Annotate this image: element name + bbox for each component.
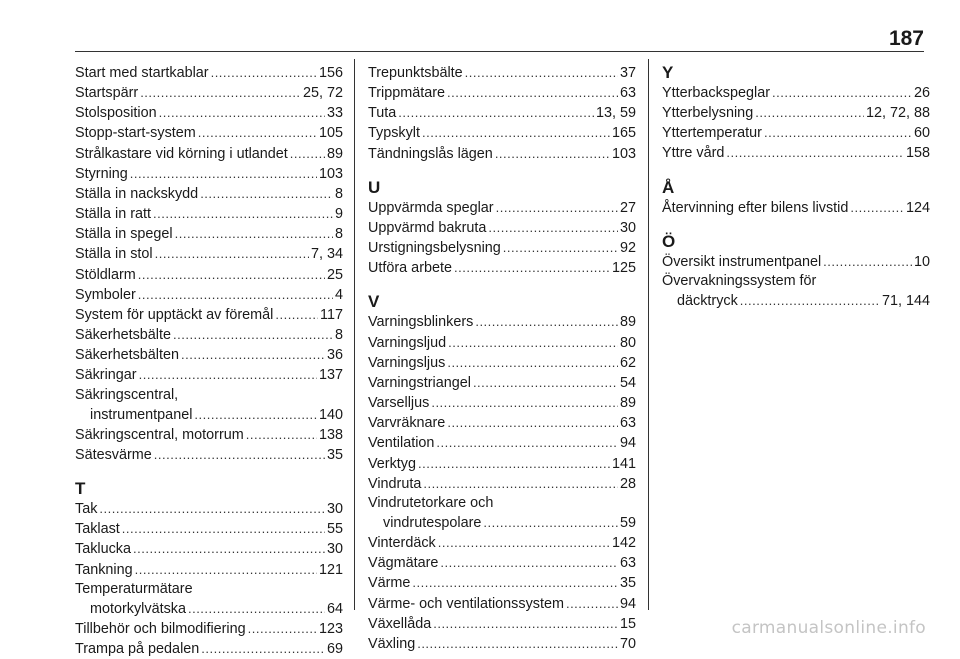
dot-leader (473, 373, 618, 392)
index-entry-label: Varningsljud (368, 334, 447, 351)
index-entry (75, 365, 343, 385)
index-entry (368, 413, 636, 433)
dot-leader (200, 184, 333, 203)
index-entry-label: Yttre vård (662, 145, 725, 162)
dot-leader (290, 144, 325, 163)
dot-leader (431, 393, 618, 412)
dot-leader (275, 305, 318, 324)
index-entry-pages: 27 (619, 199, 636, 216)
section-letter-heading: Y (662, 63, 674, 82)
index-section (75, 479, 343, 659)
index-entry-pages: 15 (619, 615, 636, 632)
index-entry (75, 405, 343, 425)
index-entry-pages: 30 (326, 501, 343, 518)
index-entry-pages: 30 (326, 541, 343, 558)
index-entry-label: Uppvärmda speglar (368, 199, 494, 216)
index-entry (368, 634, 636, 654)
index-entry (75, 204, 343, 224)
index-entry (368, 373, 636, 393)
index-entry-sublabel: däcktryck (677, 293, 738, 310)
index-entry-pages: 125 (611, 260, 636, 277)
index-section (368, 178, 636, 279)
dot-leader (483, 513, 618, 532)
index-entry (368, 83, 636, 103)
index-entry-pages: 138 (318, 426, 343, 443)
index-entry (75, 325, 343, 345)
index-entry-pages: 63 (619, 85, 636, 102)
index-entry-pages: 10 (913, 253, 930, 270)
index-entry-label: Utföra arbete (368, 260, 452, 277)
index-entry (75, 599, 343, 619)
index-entry (75, 164, 343, 184)
index-entry-pages: 69 (326, 641, 343, 658)
index-entry (368, 63, 636, 83)
index-entry-pages: 26 (913, 85, 930, 101)
dot-leader (181, 345, 325, 364)
index-entry (368, 258, 636, 278)
index-entry-label: Tillbehör och bilmodifiering (75, 621, 246, 638)
dot-leader (447, 353, 618, 372)
index-entry-label: Sätesvärme (75, 446, 152, 463)
index-entry (75, 445, 343, 465)
index-entry (368, 433, 636, 453)
index-entry-pages: 7, 34 (310, 246, 343, 263)
index-entry-label: Varselljus (368, 395, 430, 412)
index-entry (662, 198, 930, 218)
index-entry (75, 144, 343, 164)
dot-leader (823, 252, 912, 271)
dot-leader (188, 599, 325, 618)
index-entry-pages: 80 (619, 334, 636, 351)
dot-leader (153, 204, 333, 223)
index-entry-label: Trampa på pedalen (75, 641, 200, 658)
dot-leader (447, 413, 618, 432)
index-entry-label: Varningsljus (368, 354, 446, 371)
index-entry-pages: 141 (611, 455, 636, 472)
index-entry-label: Återvinning efter bilens livstid (662, 199, 849, 216)
index-entry (75, 345, 343, 365)
index-entry-label: Säkringar (75, 367, 137, 384)
index-entry-label: System för upptäckt av föremål (75, 306, 274, 323)
index-entry-label: Strålkastare vid körning i utlandet (75, 145, 288, 162)
section-letter-heading: U (368, 177, 381, 197)
dot-leader (740, 291, 880, 310)
index-entry (368, 198, 636, 218)
index-entry-label: Vindrutetorkare och (368, 494, 494, 511)
column-divider-1 (354, 59, 355, 610)
index-entry (368, 474, 636, 494)
dot-leader (155, 244, 309, 263)
index-entry-pages: 89 (619, 395, 636, 412)
index-entry-label: Säkringscentral, (75, 386, 179, 403)
index-entry (368, 312, 636, 332)
index-entry (368, 218, 636, 238)
dot-leader (173, 325, 333, 344)
index-entry-pages: 55 (326, 521, 343, 538)
index-entry (368, 103, 636, 123)
index-entry-label: Ställa in nackskydd (75, 185, 199, 202)
dot-leader (488, 218, 618, 237)
index-entry-label: Startspärr (75, 85, 139, 102)
index-entry-label: Tändningslås lägen (368, 145, 493, 162)
index-entry (368, 238, 636, 258)
index-section (662, 63, 930, 164)
index-entry-label: Tuta (368, 105, 397, 122)
index-entry (368, 393, 636, 413)
dot-leader (438, 533, 610, 552)
dot-leader (755, 103, 864, 122)
dot-leader (122, 519, 325, 538)
index-entry-label: Styrning (75, 165, 128, 182)
index-entry-pages: 28 (619, 475, 636, 492)
index-entry (75, 425, 343, 445)
index-column-3 (662, 63, 930, 311)
index-entry-label: Värme (368, 575, 411, 592)
index-entry (368, 573, 636, 593)
index-entry-label: Ventilation (368, 435, 435, 452)
dot-leader (135, 560, 317, 579)
dot-leader (475, 312, 618, 331)
section-letter-heading: Ö (662, 231, 676, 251)
dot-leader (246, 425, 317, 444)
index-entry-label: Varningsblinkers (368, 314, 474, 331)
dot-leader (454, 258, 610, 277)
index-entry-label: Temperaturmätare (75, 580, 193, 597)
dot-leader (433, 614, 618, 633)
index-entry (368, 454, 636, 474)
index-entry-pages: 137 (318, 367, 343, 384)
dot-leader (496, 198, 618, 217)
dot-leader (495, 144, 610, 163)
dot-leader (465, 63, 618, 82)
index-entry-pages: 103 (318, 165, 343, 182)
dot-leader (140, 83, 301, 102)
dot-leader (850, 198, 904, 217)
dot-leader (448, 333, 618, 352)
index-entry-label: Översikt instrumentpanel (662, 253, 822, 270)
index-entry-pages: 165 (611, 125, 636, 142)
index-entry (368, 353, 636, 373)
dot-leader (418, 454, 610, 473)
index-entry (75, 123, 343, 143)
index-entry-label: Trippmätare (368, 85, 446, 102)
index-entry-sublabel: motorkylvätska (90, 600, 186, 617)
index-entry-label: Typskylt (368, 125, 420, 142)
index-entry-pages: 59 (619, 514, 636, 531)
dot-leader (412, 573, 618, 592)
index-entry-pages: 124 (905, 199, 930, 216)
dot-leader (194, 405, 317, 424)
index-entry (368, 333, 636, 353)
index-entry-sublabel: vindrutespolare (383, 514, 482, 531)
index-entry (75, 499, 343, 519)
index-entry-pages: 123 (318, 621, 343, 638)
index-column-2 (368, 63, 636, 654)
index-entry (75, 83, 343, 103)
index-entry-pages: 140 (318, 406, 343, 423)
index-entry-pages: 9 (334, 206, 343, 223)
index-entry-pages: 94 (619, 435, 636, 452)
index-entry-pages: 8 (334, 226, 343, 243)
index-entry-label: Vägmätare (368, 555, 439, 572)
index-entry (368, 123, 636, 143)
page-number: 187 (888, 27, 924, 50)
index-entry-label: Verktyg (368, 455, 416, 472)
index-entry-label: Växling (368, 635, 416, 652)
index-entry (662, 143, 930, 163)
index-entry (662, 123, 930, 143)
section-letter-heading: T (75, 479, 86, 499)
index-entry (75, 539, 343, 559)
dot-leader (764, 123, 912, 142)
index-entry-pages: 36 (326, 347, 343, 364)
index-entry (662, 291, 930, 311)
index-entry-pages: 63 (619, 555, 636, 572)
index-entry-label: Stolsposition (75, 105, 157, 122)
index-section (75, 63, 343, 465)
index-entry (75, 619, 343, 639)
dot-leader (422, 123, 610, 142)
index-entry-pages: 158 (905, 145, 930, 162)
index-entry-label: Stöldlarm (75, 266, 136, 283)
index-entry (75, 103, 343, 123)
index-entry-label: Start med startkablar (75, 65, 209, 81)
dot-leader (198, 123, 317, 142)
index-entry (662, 83, 930, 103)
index-entry (368, 614, 636, 634)
index-entry (368, 553, 636, 573)
index-entry-pages: 54 (619, 374, 636, 391)
index-entry-pages: 62 (619, 354, 636, 371)
index-entry-pages: 25, 72 (302, 85, 343, 102)
index-entry-label: Vinterdäck (368, 535, 436, 552)
dot-leader (436, 433, 618, 452)
index-entry-label: Symboler (75, 286, 136, 303)
index-entry-pages: 156 (318, 65, 343, 81)
index-entry-pages: 89 (326, 145, 343, 162)
dot-leader (138, 265, 325, 284)
index-entry-label: Säkringscentral, motorrum (75, 426, 244, 443)
index-entry (75, 184, 343, 204)
index-entry-pages: 105 (318, 125, 343, 142)
section-letter-heading: V (368, 292, 380, 312)
index-entry-label: Taklast (75, 521, 120, 538)
index-entry-label: Uppvärmd bakruta (368, 219, 487, 236)
index-entry-label: Växellåda (368, 615, 432, 632)
index-entry-label: Ytterbelysning (662, 105, 754, 122)
dot-leader (503, 238, 618, 257)
index-entry-label: Stopp-start-system (75, 125, 196, 142)
dot-leader (566, 594, 618, 613)
index-entry-pages: 121 (318, 561, 343, 578)
dot-leader (154, 445, 325, 464)
index-section (368, 63, 636, 164)
index-entry-label: Ställa in spegel (75, 226, 173, 243)
index-entry-label: Taklucka (75, 541, 131, 558)
index-section (368, 292, 636, 654)
index-entry-pages: 37 (619, 65, 636, 81)
index-entry-label: Vindruta (368, 475, 422, 492)
index-entry (75, 639, 343, 659)
index-entry-pages: 63 (619, 415, 636, 432)
index-entry (75, 265, 343, 285)
index-entry-pages: 35 (326, 446, 343, 463)
index-entry-label: Yttertemperatur (662, 125, 762, 142)
dot-leader (139, 365, 317, 384)
dot-leader (440, 553, 618, 572)
index-entry-pages: 89 (619, 314, 636, 331)
section-letter-heading: Å (662, 177, 675, 197)
index-entry-label: Varvräknare (368, 415, 446, 432)
index-entry-label: Värme- och ventilationssystem (368, 595, 564, 612)
index-entry-label: Säkerhetsbälte (75, 327, 171, 344)
index-column-1 (75, 63, 343, 659)
index-entry-pages: 71, 144 (881, 293, 930, 310)
index-entry-pages: 8 (334, 185, 343, 202)
index-entry-label: Urstigningsbelysning (368, 240, 501, 257)
dot-leader (130, 164, 317, 183)
index-entry-pages: 70 (619, 635, 636, 652)
index-entry-label: Tak (75, 501, 98, 518)
index-entry-pages: 33 (326, 105, 343, 122)
index-entry-pages: 25 (326, 266, 343, 283)
dot-leader (248, 619, 317, 638)
dot-leader (175, 224, 333, 243)
index-entry-sublabel: instrumentpanel (90, 406, 193, 423)
index-entry (75, 560, 343, 580)
index-entry-label: Ytterbackspeglar (662, 85, 770, 101)
watermark: carmanualsonline.info (731, 618, 926, 638)
index-section (662, 178, 930, 218)
index-entry (75, 63, 343, 83)
dot-leader (423, 474, 618, 493)
index-entry (368, 533, 636, 553)
index-entry (75, 305, 343, 325)
index-entry-pages: 35 (619, 575, 636, 592)
index-entry (662, 252, 930, 272)
index-entry-label: Varningstriangel (368, 374, 471, 391)
index-entry-label: Säkerhetsbälten (75, 347, 180, 364)
dot-leader (772, 83, 912, 102)
index-entry (368, 144, 636, 164)
index-entry (75, 244, 343, 264)
index-entry-label: Övervakningssystem för (662, 272, 817, 289)
dot-leader (398, 103, 594, 122)
dot-leader (133, 539, 325, 558)
dot-leader (211, 63, 317, 82)
index-entry-pages: 30 (619, 219, 636, 236)
dot-leader (726, 143, 904, 162)
index-entry-pages: 8 (334, 327, 343, 344)
dot-leader (159, 103, 325, 122)
index-section (662, 232, 930, 311)
dot-leader (138, 285, 333, 304)
header-rule (75, 51, 924, 52)
index-entry (368, 513, 636, 533)
index-entry (75, 224, 343, 244)
index-entry-pages: 64 (326, 600, 343, 617)
index-entry (368, 594, 636, 614)
dot-leader (417, 634, 618, 653)
index-entry-pages: 117 (320, 306, 343, 323)
index-entry (75, 519, 343, 539)
index-entry-pages: 92 (619, 240, 636, 257)
index-entry-pages: 4 (334, 286, 343, 303)
index-entry-pages: 94 (619, 595, 636, 612)
index-entry-pages: 103 (611, 145, 636, 162)
index-entry-label: Trepunktsbälte (368, 65, 463, 81)
column-divider-2 (648, 59, 649, 610)
index-entry-label: Ställa in ratt (75, 206, 151, 223)
index-entry-label: Ställa in stol (75, 246, 153, 263)
index-entry-label: Tankning (75, 561, 133, 578)
index-entry-pages: 60 (913, 125, 930, 142)
index-entry (75, 285, 343, 305)
index-entry-pages: 13, 59 (595, 105, 636, 122)
dot-leader (201, 639, 325, 658)
dot-leader (447, 83, 618, 102)
index-entry-pages: 142 (611, 535, 636, 552)
index-entry (662, 103, 930, 123)
index-entry-pages: 12, 72, 88 (865, 105, 930, 122)
dot-leader (99, 499, 325, 518)
